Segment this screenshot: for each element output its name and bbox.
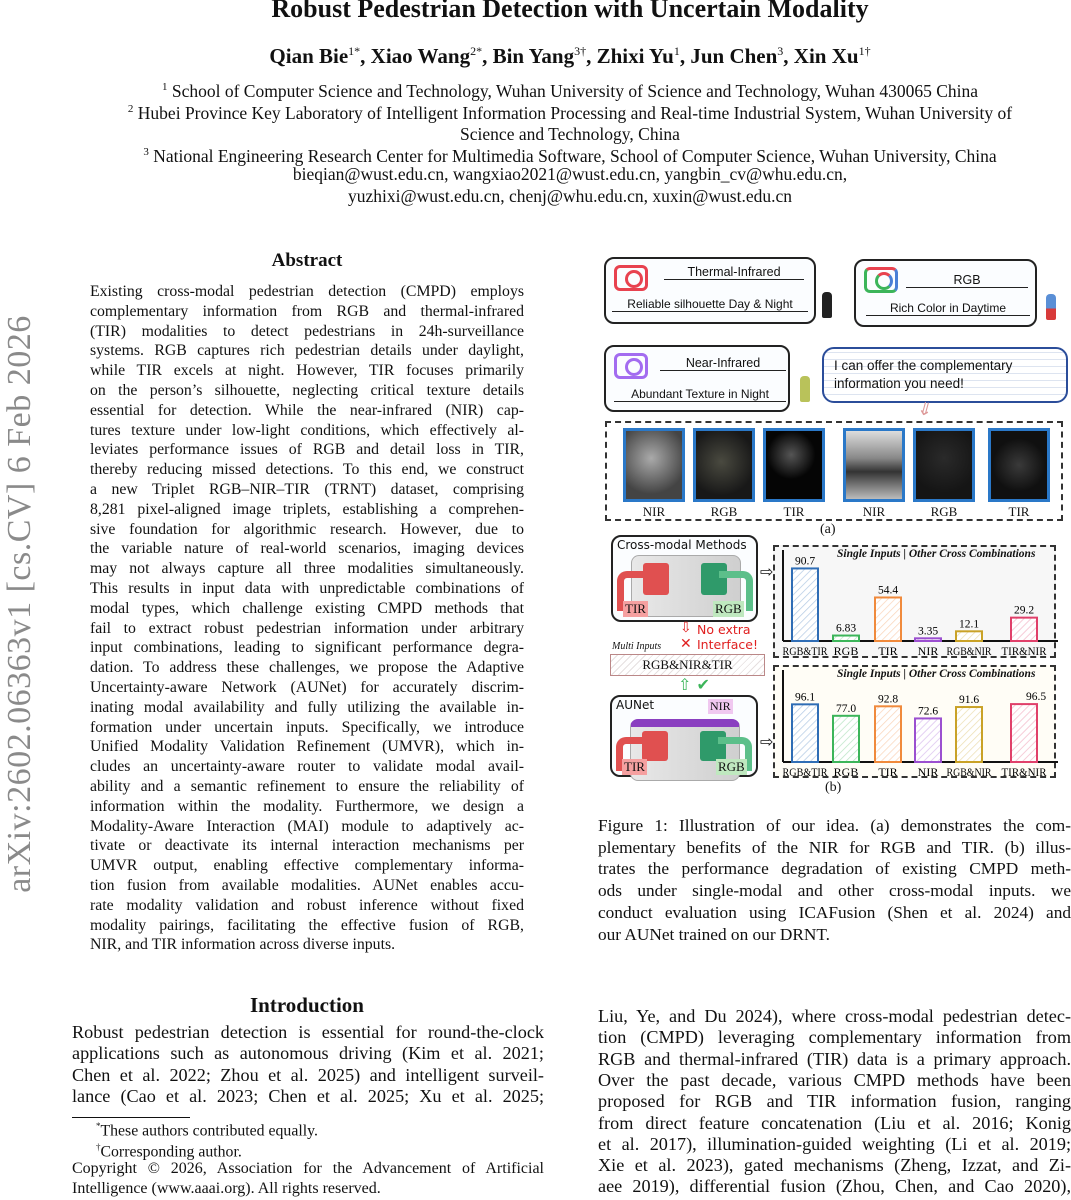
text-line: cludes an uncertainty-aware router to validate modal avail- xyxy=(90,758,524,776)
text-line: Chen et al. 2022; Zhou et al. 2025) and intelligent surveil- xyxy=(72,1064,544,1085)
text-line: (TIR) modalities to detect pedestrians in 24h-surveillance xyxy=(90,322,524,340)
image-label: TIR xyxy=(783,504,805,519)
text-line: Uncertainty-aware Network (AUNet) for accurately discrim- xyxy=(90,679,524,696)
text-line: may not always capture all three modalities simultaneously. xyxy=(90,560,524,578)
author: Xin $Xu^{1\dagger}$ xyxy=(793,44,871,68)
text-line: Existing cross-modal pedestrian detection (CMPD) employs xyxy=(90,283,524,300)
author: Jun Chen$^3$ xyxy=(690,44,784,68)
text-line: modality pairings, facilitating the effective fusion of RGB, xyxy=(90,916,524,934)
data-label: 3.35 xyxy=(917,625,939,638)
data-label: 96.1 xyxy=(794,691,816,704)
tick-label: RGB&TIR xyxy=(782,644,828,658)
bar xyxy=(875,597,901,641)
text-line: thereby reducing missed detections. To this end, we construct xyxy=(90,461,524,479)
bar xyxy=(792,704,818,762)
bar xyxy=(833,636,859,641)
text-line: information within the modality. Furthermore, we design a xyxy=(90,797,524,815)
data-label: 54.4 xyxy=(877,584,899,597)
text-line: ods under single-modal and other cross-modal inputs. we xyxy=(598,881,1071,901)
arxiv-stamp: arXiv:2602.06363v1 [cs.CV] 6 Feb 2026 xyxy=(1,315,38,893)
data-label: 90.7 xyxy=(794,555,816,568)
text-line: applications such as autonomous driving (Kim et al. 2021; xyxy=(72,1043,544,1064)
data-label: 92.8 xyxy=(877,693,899,706)
abstract-heading: Abstract xyxy=(271,250,343,271)
text-line: a new Triplet RGB–NIR–TIR (TRNT) dataset, comprising xyxy=(90,481,524,498)
subfigure-b-label: (b) xyxy=(825,780,842,795)
text-line: aee 2019), differential fusion (Zhou, Chen, and Cao 2020), xyxy=(598,1176,1071,1197)
image-label: RGB xyxy=(930,504,958,519)
data-label: 6.83 xyxy=(835,622,857,635)
text-line: plementary benefits of the NIR for RGB and TIR. (b) illus- xyxy=(598,837,1071,857)
tick-label: RGB&TIR xyxy=(782,765,828,779)
author: Zhixi Yu$^1$ xyxy=(596,44,680,68)
text-line: ability and a semantic refinement to ensure the reliability of xyxy=(90,778,524,795)
tick-label: NIR xyxy=(917,644,939,658)
text-line: essential for detection. While the near-infrared (NIR) cap- xyxy=(90,401,524,419)
tir-desc: Reliable silhouette Day & Night xyxy=(612,297,808,312)
tick-label: RGB&NIR xyxy=(946,644,992,658)
arrow-right-icon: ⇨ xyxy=(760,732,774,751)
text-line: tivate or deactivate its internal interaction mechanisms per xyxy=(90,837,524,855)
affiliation: $^1$ School of Computer Science and Technology, Wuhan University of Science and Technology, Wuhan 430065 China xyxy=(161,80,979,101)
text-line: while TIR excels at night. However, TIR focuses primarily xyxy=(90,362,524,380)
text-line: dation. To address these challenges, we propose the Adaptive xyxy=(90,659,524,677)
text-line: et al. 2017), illumination-guided weighting (Li et al. 2019; xyxy=(598,1133,1071,1154)
text-line: Xie et al. 2023), gated mechanisms (Zheng, Izzat, and Zi- xyxy=(598,1155,1071,1176)
text-line: Liu, Ye, and Du 2024), where cross-modal pedestrian detec- xyxy=(598,1006,1071,1026)
bar-charts xyxy=(600,250,1071,800)
text-line: Figure 1: Illustration of our idea. (a) demonstrates the com- xyxy=(598,816,1071,835)
check-icon: ⇧ ✔ xyxy=(678,675,710,694)
text-line: tion (CMPD) leveraging complementary information from xyxy=(598,1027,1071,1048)
arrow-right-icon: ⇨ xyxy=(760,562,774,581)
tick-label: TIR&NIR xyxy=(1001,765,1047,779)
text-line: our AUNet trained on our DRNT. xyxy=(598,924,830,944)
aunet-label: AUNet xyxy=(616,698,655,712)
data-label: 29.2 xyxy=(1013,604,1035,617)
nir-title: Near-Infrared xyxy=(660,356,786,371)
text-line: tion fusion from available modalities. AUNet enables accu- xyxy=(90,877,524,894)
bar xyxy=(956,707,982,762)
tir-title: Thermal-Infrared xyxy=(664,265,804,280)
image-label: RGB xyxy=(710,504,738,519)
affiliation: Science and Technology, China xyxy=(460,123,680,144)
bar xyxy=(1011,618,1037,641)
bar xyxy=(833,716,859,762)
subfigure-a-label: (a) xyxy=(820,522,836,537)
copyright-line-1: Copyright © 2026, Association for the Advancement of Artificial xyxy=(72,1160,544,1177)
data-label: 72.6 xyxy=(917,705,939,718)
no-entry-icon: ⇩ ✕ xyxy=(680,620,692,652)
chart-title: Single Inputs | Other Cross Combinations xyxy=(837,548,1036,560)
tir-tag: TIR xyxy=(625,601,646,616)
text-line: sive foundation for algorithmic research. However, due to xyxy=(90,520,524,538)
multi-inputs-bar: RGB&NIR&TIR xyxy=(610,654,765,676)
bar xyxy=(915,718,941,762)
text-line: Modality-Aware Interaction (MAI) module to adaptively ac- xyxy=(90,817,524,835)
copyright-line-2: Intelligence (www.aaai.org). All rights reserved. xyxy=(72,1180,381,1197)
cross-modal-label: Cross-modal Methods xyxy=(617,538,747,552)
text-line: formation under uncertain inputs. Specifically, we introduce xyxy=(90,718,524,736)
text-line: complementary information from RGB and thermal-infrared xyxy=(90,302,524,320)
chart-title: Single Inputs | Other Cross Combinations xyxy=(837,668,1036,680)
email-line: yuzhixi@wust.edu.cn, chenj@whu.edu.cn, xuxin@wust.edu.cn xyxy=(348,185,792,206)
tick-label: RGB&NIR xyxy=(946,765,992,779)
text-line: Over the past decade, various CMPD methods have been xyxy=(598,1069,1071,1090)
affiliation: $^2$ Hubei Province Key Laboratory of Intelligent Information Processing and Real-time Industrial System, Wuhan University of xyxy=(127,102,1013,123)
author: Xiao Wang$^{2*}$ xyxy=(370,44,483,68)
text-line: tures texture under low-light conditions, which effectively al- xyxy=(90,421,524,439)
text-line: proposed for RGB and TIR information fusion, ranging xyxy=(598,1091,1071,1112)
image-label: NIR xyxy=(642,504,666,519)
rgb-title: RGB xyxy=(906,273,1028,288)
introduction-heading: Introduction xyxy=(250,993,364,1017)
text-line: This results in input data with unpredictable combinations of xyxy=(90,580,524,597)
text-line: UMVR output, enabling effective complementary informa- xyxy=(90,857,524,875)
text-line: on the person’s silhouette, neglecting critical texture details xyxy=(90,382,524,399)
footnote-corresponding: †Corresponding author. xyxy=(96,1142,242,1161)
text-line: fail to extract robust pedestrian information under arbitrary xyxy=(90,619,524,637)
author: Bin Yang$^{3\dagger}$ xyxy=(492,44,587,68)
tick-label: NIR xyxy=(917,765,939,779)
figure-1 xyxy=(600,250,1071,800)
text-line: Robust pedestrian detection is essential for round-the-clock xyxy=(72,1022,544,1042)
text-line: 8,281 pixel-aligned image triplets, establishing a comprehen- xyxy=(90,500,524,518)
author: Qian Bie$^{1*}$ xyxy=(269,44,361,68)
email-line: bieqian@wust.edu.cn, wangxiao2021@wust.edu.cn, yangbin_cv@whu.edu.cn, xyxy=(292,164,848,184)
tick-label: TIR xyxy=(878,765,898,779)
data-label: 12.1 xyxy=(958,618,980,631)
footnote-equal: *These authors contributed equally. xyxy=(96,1121,318,1140)
text-line: trates the performance degradation of existing CMPD meth- xyxy=(598,859,1071,879)
speech-bubble: I can offer the complementary information you need! xyxy=(822,347,1068,403)
author-list: Qian Bie$^{1*}$, Xiao Wang$^{2*}$, Bin Yang$^{3\dagger}$, Zhixi Yu$^1$, Jun Chen$^3$, Xin $Xu^{1\dagger}$ xyxy=(269,44,871,68)
rgb-tag: RGB xyxy=(715,601,742,616)
rgb-desc: Rich Color in Daytime xyxy=(866,301,1030,316)
bar xyxy=(792,568,818,641)
bar xyxy=(1011,704,1037,762)
bar xyxy=(915,638,941,641)
paper-title: Robust Pedestrian Detection with Uncertain Modality xyxy=(271,0,869,23)
text-line: RGB and thermal-infrared (TIR) data is a primary approach. xyxy=(598,1048,1071,1069)
text-line: conduct evaluation using ICAFusion (Shen et al. 2024) and xyxy=(598,902,1071,922)
text-line: inating modal availability and fully utilizing the available in- xyxy=(90,698,524,716)
text-line: systems. RGB captures rich pedestrian details under daylight, xyxy=(90,342,524,360)
text-line: modal types, which challenge existing CMPD methods that xyxy=(90,599,524,617)
text-line: rate modality validation and robust inference without fixed xyxy=(90,896,524,914)
text-line: lance (Cao et al. 2023; Chen et al. 2025; Xu et al. 2025; xyxy=(72,1085,544,1106)
image-label: NIR xyxy=(862,504,886,519)
tick-label: TIR&NIR xyxy=(1001,644,1047,658)
bar xyxy=(875,706,901,762)
affiliation: $^3$ National Engineering Research Center for Multimedia Software, School of Computer Science, Wuhan University, China xyxy=(143,145,997,166)
data-label: 91.6 xyxy=(958,694,980,707)
rgb-tag: RGB xyxy=(718,759,745,774)
text-line: input combinations, leading to significant performance degra- xyxy=(90,639,524,657)
image-label: TIR xyxy=(1008,504,1030,519)
text-line: Unified Modality Validation Refinement (UMVR), which in- xyxy=(90,738,524,756)
text-line: NIR, and TIR information across diverse inputs. xyxy=(90,936,396,954)
no-extra-interface: No extra Interface! xyxy=(697,622,758,652)
nir-tag: NIR xyxy=(710,699,731,713)
data-label: 96.5 xyxy=(1025,691,1047,704)
multi-inputs-label: Multi Inputs xyxy=(612,641,662,652)
nir-desc: Abundant Texture in Night xyxy=(614,387,786,402)
tick-label: RGB xyxy=(833,765,859,779)
tir-tag: TIR xyxy=(624,759,645,774)
text-line: from direct feature concatenation (Liu et al. 2016; Konig xyxy=(598,1112,1071,1133)
data-label: 77.0 xyxy=(835,702,857,715)
tick-label: TIR xyxy=(878,644,898,658)
bar xyxy=(956,631,982,641)
text-line: leviates performance issues of RGB and detail loss in TIR, xyxy=(90,441,524,459)
tick-label: RGB xyxy=(833,644,859,658)
text-line: the variable nature of real-world scenarios, imaging devices xyxy=(90,540,524,558)
arrow-icon: ⇙ xyxy=(913,395,938,422)
footnote-rule xyxy=(72,1117,190,1118)
